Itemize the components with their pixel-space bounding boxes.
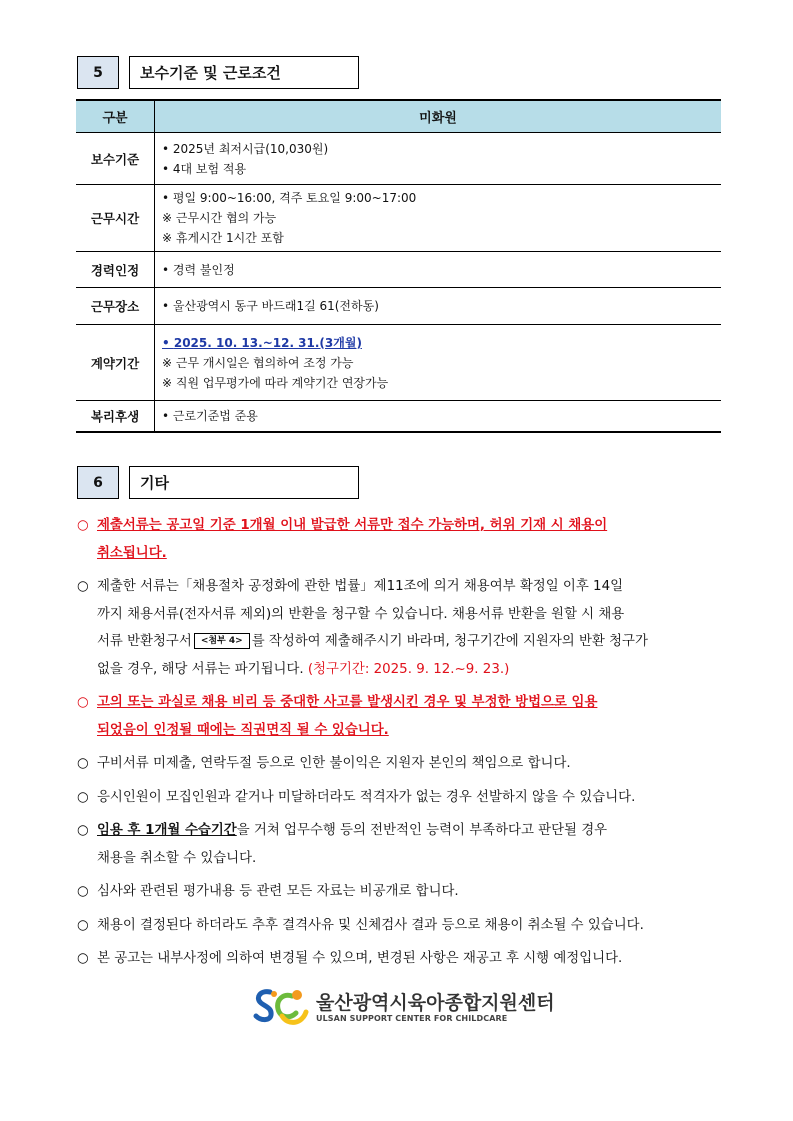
table-row bbox=[76, 325, 721, 401]
note-text: 제출한 서류는「채용절차 공정화에 관한 법률」제11조에 의거 채용여부 확정일 이후 14일 bbox=[97, 579, 624, 594]
note-item bbox=[77, 573, 722, 683]
note-text: 고의 또는 과실로 채용 비리 등 중대한 사고를 발생시킨 경우 및 부정한 방법으로 임용 bbox=[97, 695, 598, 710]
table-row bbox=[76, 288, 721, 325]
attachment-badge: <첨부 4> bbox=[194, 633, 250, 649]
contract-period-line bbox=[162, 333, 721, 353]
row-line: ※ 휴게시간 1시간 포함 bbox=[162, 231, 284, 245]
row-label: 근무장소 bbox=[76, 288, 155, 325]
circle-bullet: ○ bbox=[77, 917, 89, 933]
row-value bbox=[155, 252, 722, 288]
row-line: • 울산광역시 동구 바드래1길 61(전하동) bbox=[162, 299, 379, 313]
table-row bbox=[76, 401, 721, 432]
circle-bullet: ○ bbox=[77, 789, 89, 805]
note-text: 구비서류 미제출, 연락두절 등으로 인한 불이익은 지원자 본인의 책임으로 합니다. bbox=[97, 756, 571, 771]
note-text: 제출서류는 공고일 기준 1개월 이내 발급한 서류만 접수 가능하며, 허위 기재 시 채용이 bbox=[97, 518, 608, 533]
note-item bbox=[77, 945, 722, 973]
row-label: 계약기간 bbox=[76, 325, 155, 401]
notes-list bbox=[77, 512, 722, 979]
row-line: • 근로기준법 준용 bbox=[162, 408, 258, 423]
row-value bbox=[155, 288, 722, 325]
table-row bbox=[76, 133, 721, 185]
row-line: • 평일 9:00~16:00, 격주 토요일 9:00~17:00 bbox=[162, 191, 417, 205]
note-text: 채용을 취소할 수 있습니다. bbox=[97, 850, 257, 866]
section-number: 6 bbox=[77, 466, 119, 499]
note-text: 응시인원이 모집인원과 같거나 미달하더라도 적격자가 없는 경우 선발하지 않을 수 있습니다. bbox=[97, 789, 636, 805]
note-item bbox=[77, 784, 722, 812]
note-item bbox=[77, 512, 722, 567]
probation-text: 임용 후 1개월 수습기간 bbox=[97, 823, 237, 838]
note-item bbox=[77, 817, 722, 872]
row-value bbox=[155, 401, 722, 432]
table-header-row bbox=[76, 100, 721, 133]
row-label: 보수기준 bbox=[76, 133, 155, 185]
footer-org-name bbox=[316, 992, 555, 1023]
footer-logo bbox=[252, 986, 555, 1028]
row-value bbox=[155, 325, 722, 401]
childcare-center-logo-icon bbox=[252, 986, 310, 1028]
note-text: 까지 채용서류(전자서류 제외)의 반환을 청구할 수 있습니다. 채용서류 반환을 원할 시 채용 bbox=[97, 606, 625, 622]
note-text: 취소됩니다. bbox=[97, 545, 167, 561]
circle-bullet: ○ bbox=[77, 823, 89, 838]
note-item bbox=[77, 750, 722, 778]
note-text: 를 작성하여 제출해주시기 바라며, 청구기간에 지원자의 반환 청구가 bbox=[251, 634, 648, 649]
section-title: 보수기준 및 근로조건 bbox=[129, 56, 359, 89]
circle-bullet: ○ bbox=[77, 884, 89, 899]
table-row bbox=[76, 252, 721, 288]
note-text: 채용이 결정된다 하더라도 추후 결격사유 및 신체검사 결과 등으로 채용이 취소될 수 있습니다. bbox=[97, 917, 644, 933]
table-header-category: 구분 bbox=[76, 100, 155, 133]
section-6-header bbox=[77, 466, 359, 499]
row-line: ※ 근무시간 협의 가능 bbox=[162, 211, 277, 225]
section-5-header bbox=[77, 56, 359, 89]
note-text: 을 거쳐 업무수행 등의 전반적인 능력이 부족하다고 판단될 경우 bbox=[236, 823, 608, 838]
claim-period-text: (청구기간: 2025. 9. 12.~9. 23.) bbox=[307, 661, 510, 677]
row-label: 근무시간 bbox=[76, 185, 155, 252]
section-number: 5 bbox=[77, 56, 119, 89]
note-item bbox=[77, 689, 722, 744]
row-line: • 4대 보험 적용 bbox=[162, 161, 247, 176]
circle-bullet: ○ bbox=[77, 579, 89, 594]
table-row bbox=[76, 185, 721, 252]
row-line: • 경력 불인정 bbox=[162, 262, 235, 277]
row-line: • 2025년 최저시급(10,030원) bbox=[162, 141, 329, 156]
section-title: 기타 bbox=[129, 466, 359, 499]
circle-bullet: ○ bbox=[77, 518, 89, 533]
row-label: 복리후생 bbox=[76, 401, 155, 432]
row-label: 경력인정 bbox=[76, 252, 155, 288]
note-item bbox=[77, 878, 722, 906]
note-text: 심사와 관련된 평가내용 등 관련 모든 자료는 비공개로 합니다. bbox=[97, 884, 459, 899]
org-name-korean: 울산광역시육아종합지원센터 bbox=[316, 991, 555, 1014]
circle-bullet: ○ bbox=[77, 951, 89, 966]
bullet: • bbox=[162, 335, 174, 350]
note-text: 되었음이 인정될 때에는 직권면직 될 수 있습니다. bbox=[97, 722, 389, 738]
table-header-position: 미화원 bbox=[155, 100, 722, 133]
row-line: ※ 근무 개시일은 협의하여 조정 가능 bbox=[162, 355, 354, 370]
circle-bullet: ○ bbox=[77, 695, 89, 710]
note-item bbox=[77, 912, 722, 940]
circle-bullet: ○ bbox=[77, 756, 89, 771]
row-value bbox=[155, 185, 722, 252]
org-name-english: ULSAN SUPPORT CENTER FOR CHILDCARE bbox=[316, 1013, 508, 1023]
row-value bbox=[155, 133, 722, 185]
row-line: ※ 직원 업무평가에 따라 계약기간 연장가능 bbox=[162, 375, 389, 390]
note-text: 서류 반환청구서 bbox=[97, 634, 192, 649]
conditions-table bbox=[76, 99, 721, 433]
note-text: 없을 경우, 해당 서류는 파기됩니다. bbox=[97, 661, 308, 677]
contract-period-highlight: 2025. 10. 13.~12. 31.(3개월) bbox=[173, 335, 362, 350]
note-text: 본 공고는 내부사정에 의하여 변경될 수 있으며, 변경된 사항은 재공고 후 시행 예정입니다. bbox=[97, 951, 623, 966]
